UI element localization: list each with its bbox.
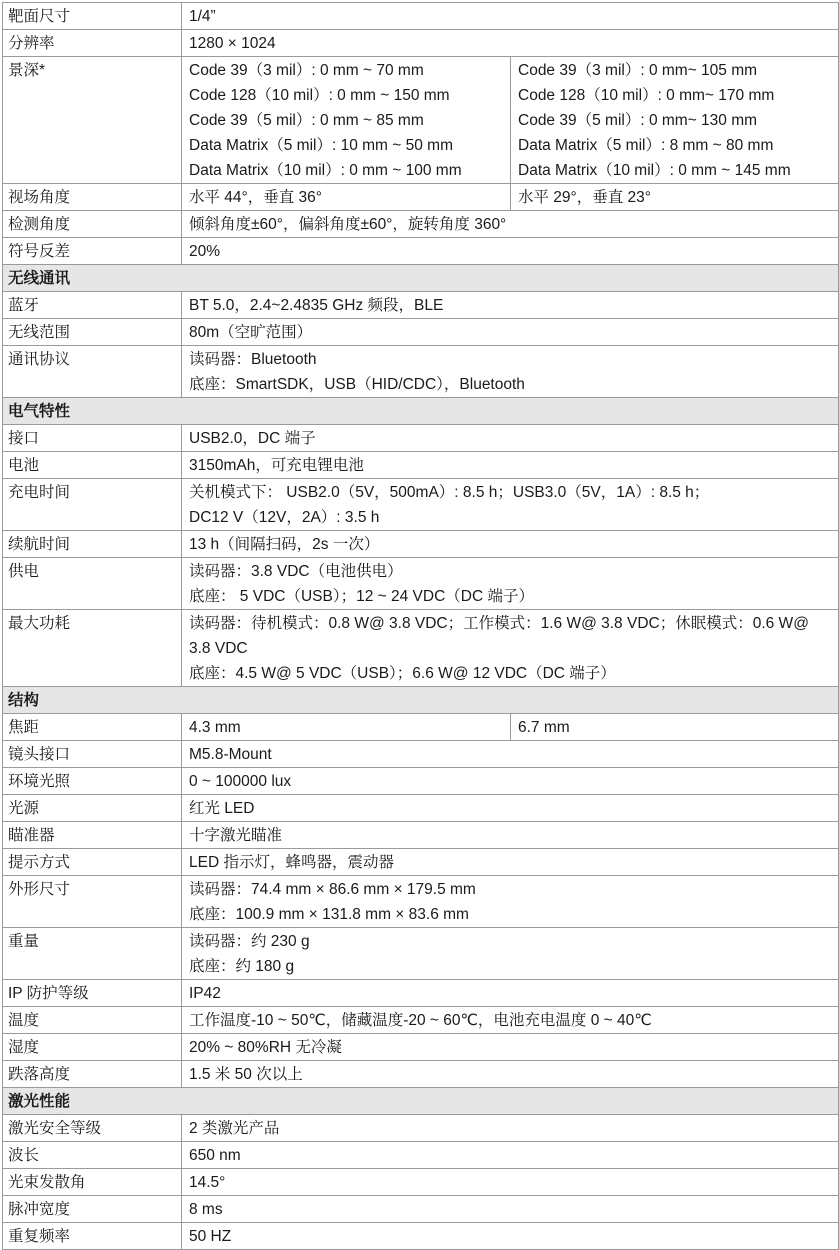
spec-value: [182, 1169, 839, 1196]
spec-label: IP 防护等级: [3, 980, 182, 1007]
spec-row: [3, 425, 839, 452]
spec-value-line: Data Matrix（10 mil）: 0 mm ~ 145 mm: [518, 162, 791, 179]
section-header-wireless: [3, 265, 839, 292]
spec-value: [182, 741, 839, 768]
spec-value-line: Code 39（3 mil）: 0 mm ~ 70 mm: [189, 62, 424, 79]
spec-row: [3, 1142, 839, 1169]
spec-value-line: 底座：4.5 W@ 5 VDC（USB）；6.6 W@ 12 VDC（DC 端子）: [189, 665, 616, 682]
spec-value: [182, 1034, 839, 1061]
spec-value-line: 水平 44°，垂直 36°: [189, 189, 322, 206]
spec-value-line: 650 nm: [189, 1147, 241, 1164]
spec-value-line: IP42: [189, 985, 221, 1002]
spec-label: 符号反差: [3, 238, 182, 265]
spec-value: [182, 30, 839, 57]
spec-label: 波长: [3, 1142, 182, 1169]
spec-row-focal: [3, 714, 839, 741]
section-title: 无线通讯: [3, 265, 839, 292]
spec-row: [3, 3, 839, 30]
spec-value: [182, 928, 839, 980]
spec-label: 光源: [3, 795, 182, 822]
spec-row: [3, 1061, 839, 1088]
spec-value: [182, 531, 839, 558]
spec-label: 光束发散角: [3, 1169, 182, 1196]
section-header-structure: [3, 687, 839, 714]
spec-row: [3, 1223, 839, 1250]
spec-label: 脉冲宽度: [3, 1196, 182, 1223]
spec-value: [182, 610, 839, 687]
spec-value: [182, 211, 839, 238]
spec-value-right: [511, 57, 839, 184]
spec-value-line: 读码器：约 230 g: [189, 933, 310, 950]
spec-value-line: 1280 × 1024: [189, 35, 276, 52]
spec-value: [182, 558, 839, 610]
spec-value: [182, 319, 839, 346]
spec-value: [182, 822, 839, 849]
spec-label: 蓝牙: [3, 292, 182, 319]
spec-value-line: 2 类激光产品: [189, 1120, 280, 1137]
spec-label: 靶面尺寸: [3, 3, 182, 30]
spec-value-line: Data Matrix（5 mil）: 10 mm ~ 50 mm: [189, 137, 453, 154]
spec-value-line: 1.5 米 50 次以上: [189, 1066, 303, 1083]
spec-row-fov: [3, 184, 839, 211]
spec-value: [182, 425, 839, 452]
spec-label: 瞄准器: [3, 822, 182, 849]
spec-label: 跌落高度: [3, 1061, 182, 1088]
spec-value-line: 工作温度-10 ~ 50℃，储藏温度-20 ~ 60℃，电池充电温度 0 ~ 40℃: [189, 1012, 652, 1029]
spec-value-line: 3.8 VDC: [189, 640, 248, 657]
spec-label: 湿度: [3, 1034, 182, 1061]
spec-label: 无线范围: [3, 319, 182, 346]
spec-value: [182, 292, 839, 319]
spec-value-line: 底座：约 180 g: [189, 958, 295, 975]
spec-label: 供电: [3, 558, 182, 610]
spec-label: 重复频率: [3, 1223, 182, 1250]
spec-row: [3, 768, 839, 795]
spec-value: [182, 876, 839, 928]
spec-row: [3, 980, 839, 1007]
spec-value: [182, 1061, 839, 1088]
spec-row: [3, 1115, 839, 1142]
spec-value-line: 读码器：3.8 VDC（电池供电）: [189, 563, 403, 580]
spec-value-line: 4.3 mm: [189, 719, 241, 736]
spec-value-line: 14.5°: [189, 1174, 226, 1191]
spec-row: [3, 531, 839, 558]
spec-value-line: 读码器：74.4 mm × 86.6 mm × 179.5 mm: [189, 881, 476, 898]
spec-value-line: 6.7 mm: [518, 719, 570, 736]
spec-row: [3, 876, 839, 928]
spec-value-line: 水平 29°，垂直 23°: [518, 189, 651, 206]
spec-value-line: Data Matrix（10 mil）: 0 mm ~ 100 mm: [189, 162, 462, 179]
spec-value-line: 1/4”: [189, 8, 216, 25]
spec-row: [3, 795, 839, 822]
spec-row: [3, 292, 839, 319]
spec-value-line: 底座：SmartSDK，USB（HID/CDC），Bluetooth: [189, 376, 525, 393]
spec-row: [3, 452, 839, 479]
spec-value: [182, 1223, 839, 1250]
spec-row: [3, 319, 839, 346]
spec-value-line: 13 h（间隔扫码，2s 一次）: [189, 536, 380, 553]
spec-row-depth: [3, 57, 839, 184]
spec-label: 温度: [3, 1007, 182, 1034]
spec-value-line: LED 指示灯，蜂鸣器，震动器: [189, 854, 394, 871]
spec-value-line: Code 128（10 mil）: 0 mm ~ 150 mm: [189, 87, 450, 104]
spec-label: 电池: [3, 452, 182, 479]
spec-label: 焦距: [3, 714, 182, 741]
spec-value: [182, 1115, 839, 1142]
spec-value-line: 底座： 5 VDC（USB）；12 ~ 24 VDC（DC 端子）: [189, 588, 534, 605]
spec-value: [182, 1142, 839, 1169]
spec-value: [182, 980, 839, 1007]
spec-value-line: 倾斜角度±60°，偏斜角度±60°，旋转角度 360°: [189, 216, 507, 233]
spec-value-line: 20%: [189, 243, 221, 260]
spec-row: [3, 1196, 839, 1223]
spec-value-line: 读码器：待机模式：0.8 W@ 3.8 VDC；工作模式：1.6 W@ 3.8 VDC；休眠模式：0.6 W@: [189, 615, 809, 632]
spec-value-line: 0 ~ 100000 lux: [189, 773, 292, 790]
spec-label: 检测角度: [3, 211, 182, 238]
section-title: 激光性能: [3, 1088, 839, 1115]
spec-row: [3, 741, 839, 768]
spec-value-line: USB2.0，DC 端子: [189, 430, 316, 447]
spec-value-line: 20% ~ 80%RH 无冷凝: [189, 1039, 342, 1056]
spec-value-right: [511, 184, 839, 211]
spec-label: 提示方式: [3, 849, 182, 876]
spec-value-line: Code 39（5 mil）: 0 mm ~ 85 mm: [189, 112, 424, 129]
spec-value-line: BT 5.0，2.4~2.4835 GHz 频段，BLE: [189, 297, 444, 314]
spec-value-line: 十字激光瞄准: [189, 827, 283, 844]
spec-value-line: 读码器：Bluetooth: [189, 351, 317, 368]
spec-row: [3, 30, 839, 57]
spec-label: 分辨率: [3, 30, 182, 57]
spec-value-line: DC12 V（12V，2A）: 3.5 h: [189, 509, 380, 526]
spec-row: [3, 238, 839, 265]
spec-value: [182, 795, 839, 822]
spec-value-line: 底座：100.9 mm × 131.8 mm × 83.6 mm: [189, 906, 469, 923]
spec-value: [182, 238, 839, 265]
spec-label: 外形尺寸: [3, 876, 182, 928]
spec-label: 最大功耗: [3, 610, 182, 687]
spec-row: [3, 849, 839, 876]
spec-table-body: [3, 3, 839, 1250]
spec-label: 重量: [3, 928, 182, 980]
spec-value: [182, 452, 839, 479]
spec-value-left: [182, 57, 511, 184]
spec-row: [3, 1007, 839, 1034]
section-title: 结构: [3, 687, 839, 714]
spec-value-line: 8 ms: [189, 1201, 223, 1218]
spec-label: 激光安全等级: [3, 1115, 182, 1142]
spec-value-line: 关机模式下： USB2.0（5V，500mA）: 8.5 h；USB3.0（5V，1A）: 8.5 h；: [189, 484, 710, 501]
spec-value-line: Data Matrix（5 mil）: 8 mm ~ 80 mm: [518, 137, 774, 154]
spec-value-line: 红光 LED: [189, 800, 255, 817]
spec-value: [182, 1007, 839, 1034]
spec-value-line: Code 39（3 mil）: 0 mm~ 105 mm: [518, 62, 758, 79]
spec-value-line: 3150mAh，可充电锂电池: [189, 457, 364, 474]
spec-row: [3, 822, 839, 849]
spec-value-line: 80m（空旷范围）: [189, 324, 313, 341]
spec-label: 视场角度: [3, 184, 182, 211]
spec-table: [2, 2, 839, 1250]
spec-label: 环境光照: [3, 768, 182, 795]
spec-row: [3, 346, 839, 398]
spec-label: 接口: [3, 425, 182, 452]
spec-value: [182, 768, 839, 795]
spec-row: [3, 1034, 839, 1061]
section-header-electrical: [3, 398, 839, 425]
spec-row: [3, 479, 839, 531]
spec-row: [3, 211, 839, 238]
spec-value-line: M5.8-Mount: [189, 746, 272, 763]
spec-label: 续航时间: [3, 531, 182, 558]
spec-value: [182, 849, 839, 876]
section-title: 电气特性: [3, 398, 839, 425]
spec-label: 景深*: [3, 57, 182, 184]
spec-value-line: Code 39（5 mil）: 0 mm~ 130 mm: [518, 112, 758, 129]
spec-value-left: [182, 184, 511, 211]
spec-label: 镜头接口: [3, 741, 182, 768]
spec-value: [182, 479, 839, 531]
spec-row: [3, 1169, 839, 1196]
spec-value-line: Code 128（10 mil）: 0 mm~ 170 mm: [518, 87, 775, 104]
spec-value-line: 50 HZ: [189, 1228, 232, 1245]
spec-value: [182, 3, 839, 30]
spec-row: [3, 610, 839, 687]
spec-label: 通讯协议: [3, 346, 182, 398]
spec-row: [3, 928, 839, 980]
spec-value: [182, 1196, 839, 1223]
spec-value-right: [511, 714, 839, 741]
spec-row: [3, 558, 839, 610]
spec-value: [182, 346, 839, 398]
spec-value-left: [182, 714, 511, 741]
section-header-laser: [3, 1088, 839, 1115]
spec-label: 充电时间: [3, 479, 182, 531]
